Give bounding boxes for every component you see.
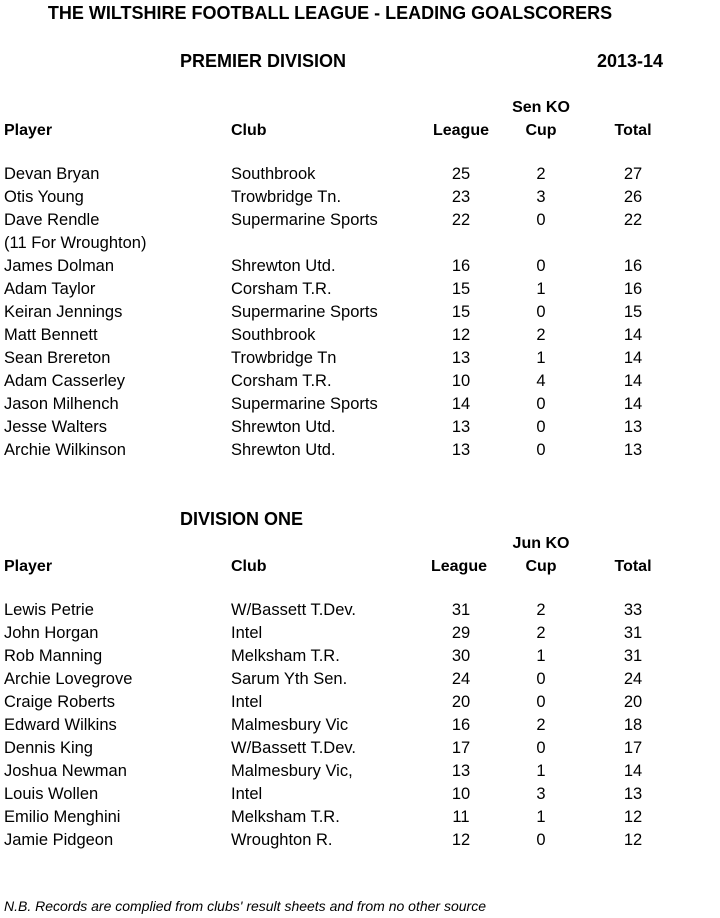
cup-goals: 0 — [536, 303, 546, 321]
table-row — [0, 760, 720, 783]
total-goals: 20 — [623, 693, 643, 711]
table-row — [0, 668, 720, 691]
club-name: W/Bassett T.Dev. — [231, 739, 357, 757]
player-name: Archie Wilkinson — [4, 441, 126, 459]
league-goals: 16 — [451, 716, 471, 734]
premier-header-cup-line1: Sen KO — [512, 99, 570, 116]
cup-goals: 2 — [536, 326, 546, 344]
player-name: Lewis Petrie — [4, 601, 94, 619]
club-name: Intel — [231, 693, 263, 711]
total-goals: 17 — [623, 739, 643, 757]
cup-goals: 0 — [536, 257, 546, 275]
cup-goals: 0 — [536, 418, 546, 436]
league-goals: 13 — [451, 441, 471, 459]
premier-header-cup-line2: Cup — [525, 122, 557, 139]
club-name: Shrewton Utd. — [231, 418, 336, 436]
player-name: Adam Taylor — [4, 280, 96, 298]
player-name: Adam Casserley — [4, 372, 126, 390]
league-goals: 17 — [451, 739, 471, 757]
player-name: Archie Lovegrove — [4, 670, 133, 688]
club-name: Malmesbury Vic, — [231, 762, 353, 780]
total-goals: 14 — [623, 349, 643, 367]
division-one-header-total: Total — [614, 558, 652, 575]
division-one-header-league: League — [430, 558, 487, 575]
league-goals: 30 — [451, 647, 471, 665]
table-row — [0, 645, 720, 668]
total-goals: 22 — [623, 211, 643, 229]
league-goals: 20 — [451, 693, 471, 711]
premier-header-league: League — [432, 122, 489, 139]
club-name: Intel — [231, 785, 263, 803]
player-name: Devan Bryan — [4, 165, 100, 183]
table-row — [0, 393, 720, 416]
cup-goals: 2 — [536, 165, 546, 183]
league-goals: 13 — [451, 349, 471, 367]
total-goals: 18 — [623, 716, 643, 734]
club-name: Southbrook — [231, 165, 316, 183]
premier-header-player: Player — [4, 122, 53, 139]
total-goals: 13 — [623, 785, 643, 803]
total-goals: 13 — [623, 441, 643, 459]
league-goals: 15 — [451, 303, 471, 321]
club-name: Melksham T.R. — [231, 808, 340, 826]
cup-goals: 1 — [536, 762, 546, 780]
player-name: Louis Wollen — [4, 785, 99, 803]
season-label: 2013-14 — [597, 51, 664, 71]
league-goals: 23 — [451, 188, 471, 206]
cup-goals: 0 — [536, 670, 546, 688]
cup-goals: 2 — [536, 716, 546, 734]
club-name: Shrewton Utd. — [231, 257, 336, 275]
player-name: Emilio Menghini — [4, 808, 121, 826]
club-name: Corsham T.R. — [231, 280, 332, 298]
division-one-header-club: Club — [231, 558, 267, 575]
table-row — [0, 278, 720, 301]
table-row — [0, 186, 720, 209]
table-row — [0, 806, 720, 829]
club-name: Supermarine Sports — [231, 303, 378, 321]
cup-goals: 0 — [536, 739, 546, 757]
player-name: Edward Wilkins — [4, 716, 117, 734]
club-name: Trowbridge Tn — [231, 349, 337, 367]
league-goals: 24 — [451, 670, 471, 688]
table-row — [0, 370, 720, 393]
total-goals: 27 — [623, 165, 643, 183]
player-name: Jamie Pidgeon — [4, 831, 114, 849]
total-goals: 14 — [623, 372, 643, 390]
league-goals: 12 — [451, 831, 471, 849]
club-name: Supermarine Sports — [231, 211, 378, 229]
club-name: Wroughton R. — [231, 831, 333, 849]
player-name: Otis Young — [4, 188, 84, 206]
cup-goals: 1 — [536, 280, 546, 298]
league-goals: 16 — [451, 257, 471, 275]
total-goals: 16 — [623, 280, 643, 298]
cup-goals: 1 — [536, 647, 546, 665]
row-note: (11 For Wroughton) — [4, 234, 147, 252]
cup-goals: 3 — [536, 188, 546, 206]
club-name: Supermarine Sports — [231, 395, 378, 413]
cup-goals: 1 — [536, 349, 546, 367]
table-row — [0, 783, 720, 806]
player-name: Jesse Walters — [4, 418, 107, 436]
table-row — [0, 347, 720, 370]
league-goals: 13 — [451, 418, 471, 436]
league-goals: 25 — [451, 165, 471, 183]
premier-header-total: Total — [614, 122, 652, 139]
cup-goals: 4 — [536, 372, 546, 390]
total-goals: 14 — [623, 395, 643, 413]
cup-goals: 0 — [536, 441, 546, 459]
premier-header-club: Club — [231, 122, 267, 139]
cup-goals: 1 — [536, 808, 546, 826]
page-title: THE WILTSHIRE FOOTBALL LEAGUE - LEADING GOALSCORERS — [47, 3, 613, 23]
player-name: Rob Manning — [4, 647, 103, 665]
total-goals: 15 — [623, 303, 643, 321]
total-goals: 13 — [623, 418, 643, 436]
club-name: Corsham T.R. — [231, 372, 332, 390]
table-row — [0, 209, 720, 232]
total-goals: 12 — [623, 831, 643, 849]
club-name: Malmesbury Vic — [231, 716, 349, 734]
league-goals: 12 — [451, 326, 471, 344]
league-goals: 29 — [451, 624, 471, 642]
player-name: John Horgan — [4, 624, 99, 642]
club-name: Trowbridge Tn. — [231, 188, 342, 206]
league-goals: 13 — [451, 762, 471, 780]
total-goals: 26 — [623, 188, 643, 206]
total-goals: 31 — [623, 647, 643, 665]
league-goals: 31 — [451, 601, 471, 619]
division-one-header-player: Player — [4, 558, 53, 575]
club-name: W/Bassett T.Dev. — [231, 601, 357, 619]
league-goals: 15 — [451, 280, 471, 298]
table-row — [0, 737, 720, 760]
player-name: Dave Rendle — [4, 211, 100, 229]
league-goals: 10 — [451, 372, 471, 390]
table-row — [0, 691, 720, 714]
total-goals: 31 — [623, 624, 643, 642]
player-name: Jason Milhench — [4, 395, 119, 413]
player-name: Craige Roberts — [4, 693, 115, 711]
table-row — [0, 255, 720, 278]
league-goals: 14 — [451, 395, 471, 413]
cup-goals: 0 — [536, 211, 546, 229]
total-goals: 33 — [623, 601, 643, 619]
division-one-heading: DIVISION ONE — [180, 509, 304, 529]
league-goals: 10 — [451, 785, 471, 803]
total-goals: 14 — [623, 762, 643, 780]
player-name: Sean Brereton — [4, 349, 111, 367]
cup-goals: 0 — [536, 395, 546, 413]
total-goals: 14 — [623, 326, 643, 344]
table-row — [0, 324, 720, 347]
table-row — [0, 714, 720, 737]
club-name: Melksham T.R. — [231, 647, 340, 665]
cup-goals: 0 — [536, 831, 546, 849]
division-one-header-cup-line2: Cup — [525, 558, 557, 575]
player-name: Matt Bennett — [4, 326, 98, 344]
premier-scorers-table — [0, 163, 720, 462]
league-goals: 11 — [452, 808, 470, 826]
player-name: Dennis King — [4, 739, 93, 757]
cup-goals: 0 — [536, 693, 546, 711]
division-one-header-cup-line1: Jun KO — [512, 535, 570, 552]
table-row — [0, 439, 720, 462]
table-row — [0, 829, 720, 852]
table-row-note — [0, 232, 720, 255]
cup-goals: 3 — [536, 785, 546, 803]
table-row — [0, 301, 720, 324]
total-goals: 16 — [623, 257, 643, 275]
club-name: Sarum Yth Sen. — [231, 670, 348, 688]
player-name: James Dolman — [4, 257, 115, 275]
league-goals: 22 — [451, 211, 471, 229]
table-row — [0, 416, 720, 439]
cup-goals: 2 — [536, 601, 546, 619]
player-name: Keiran Jennings — [4, 303, 123, 321]
footnote: N.B. Records are complied from clubs' result sheets and from no other source — [4, 898, 486, 914]
division-one-scorers-table — [0, 599, 720, 852]
table-row — [0, 622, 720, 645]
total-goals: 12 — [623, 808, 643, 826]
table-row — [0, 599, 720, 622]
cup-goals: 2 — [536, 624, 546, 642]
club-name: Intel — [231, 624, 263, 642]
club-name: Southbrook — [231, 326, 316, 344]
player-name: Joshua Newman — [4, 762, 127, 780]
table-row — [0, 163, 720, 186]
total-goals: 24 — [623, 670, 643, 688]
club-name: Shrewton Utd. — [231, 441, 336, 459]
premier-division-heading: PREMIER DIVISION — [180, 51, 347, 71]
